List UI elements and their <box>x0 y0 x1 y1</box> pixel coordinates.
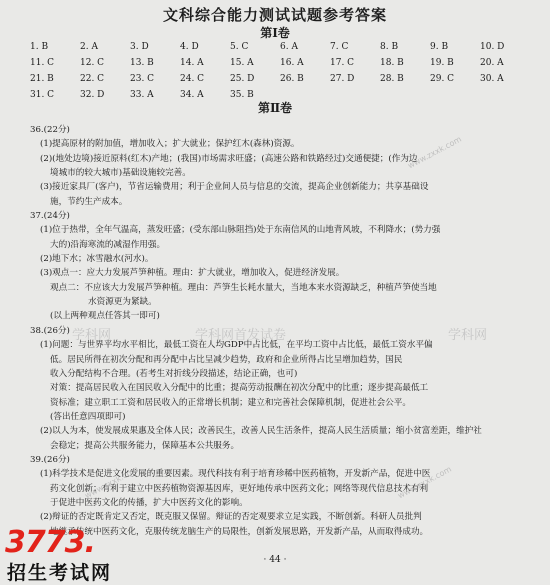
section-two-heading: 第Ⅱ卷 <box>257 101 293 115</box>
answer-line: (2)地下水；冰雪融水(河水)。 <box>40 254 154 265</box>
choice-answer: 30. A <box>480 74 504 84</box>
choice-answer: 17. C <box>330 58 355 68</box>
choice-answer: 21. B <box>30 74 54 84</box>
choice-answer: 3. D <box>130 42 149 52</box>
choice-answer: 12. C <box>80 58 105 68</box>
choice-answer: 26. B <box>280 74 304 84</box>
answer-line: 于促进中医药文化的传播，扩大中医药文化的影响。 <box>50 497 248 508</box>
choice-answer: 11. C <box>30 58 55 68</box>
choice-answer: 15. A <box>230 58 254 68</box>
choice-answer: 9. B <box>430 42 449 52</box>
choice-answer: 16. A <box>280 58 304 68</box>
choice-answer: 14. A <box>180 58 204 68</box>
choice-answer: 29. C <box>430 74 455 84</box>
choice-answer: 8. B <box>380 42 399 52</box>
page-number: · 44 · <box>263 555 287 565</box>
watermark-left-logo: 学科网 <box>72 328 112 343</box>
answer-line: (2)(地处边境)接近原料(红木)产地；(我国)市场需求旺盛；(高速公路和铁路经过)交通便捷；(作为边 <box>40 153 418 164</box>
watermark-url-left: www.zxxk.com <box>83 464 141 501</box>
watermark-url-right: www.zxxk.com <box>396 464 454 501</box>
choice-answer: 22. C <box>80 74 105 84</box>
choice-answer: 35. B <box>230 90 254 100</box>
answer-line: 药文化创新；有利于建立中医药植物资源基因库，更好地传承中医药文化；网络等现代信息技术有利 <box>50 483 429 494</box>
answer-line: (2)以人为本，使发展成果惠及全体人民；改善民生，改善人民生活条件，提高人民生活质量；缩小贫富差距，维护社 <box>40 426 482 437</box>
choice-answer: 28. B <box>380 74 404 84</box>
watermark-right-logo: 学科网 <box>448 328 488 343</box>
answer-line: 39.(26分) <box>30 454 70 465</box>
answer-line: (1)提高原材的附加值，增加收入；扩大就业；保护红木(森林)资源。 <box>40 139 300 150</box>
answer-line: (以上两种观点任答其一即可) <box>50 311 160 322</box>
answer-line: 境城市的较大城市)基础设施较完善。 <box>50 168 191 179</box>
logo-tagline: 招生考试网 <box>7 562 113 584</box>
answer-line: (3)观点一：应大力发展芦笋种植。理由：扩大就业，增加收入，促进经济发展。 <box>40 268 345 279</box>
answer-line: 36.(22分) <box>30 125 70 135</box>
answer-body <box>30 123 522 539</box>
watermark-url-top: www.zxxk.com <box>406 134 464 171</box>
answer-line: 38.(26分) <box>30 325 70 336</box>
choice-answer: 7. C <box>330 42 349 52</box>
choice-answer: 10. D <box>480 42 505 52</box>
answer-line: 37.(24分) <box>30 211 70 222</box>
choice-answer: 25. D <box>230 74 255 84</box>
site-logo <box>3 525 153 583</box>
choice-answer: 27. D <box>330 74 355 84</box>
logo-number: 3773. <box>5 525 95 560</box>
choice-answer: 33. A <box>130 90 154 100</box>
answer-line: (1)位于热带，全年气温高，蒸发旺盛；(受东部山脉阻挡)处于东南信风的山地背风坡，不利降水；(势力强 <box>40 225 441 236</box>
answer-line: (答出任意四项即可) <box>50 411 126 422</box>
answer-line: (2)辩证的否定既肯定又否定，既克服又保留。辩证的否定观要求立足实践，不断创新。科研人员批判 <box>40 512 422 523</box>
answer-line: (3)接近家具厂(客户)，节省运输费用；利于企业间人员与信息的交流，提高企业创新能力；共享基础设 <box>40 182 429 193</box>
choice-answer: 2. A <box>80 42 98 52</box>
page-title: 文科综合能力测试试题参考答案 <box>162 6 387 24</box>
choice-answer: 24. C <box>180 74 205 84</box>
choice-answer: 32. D <box>80 90 105 100</box>
answer-line: (1)科学技术是促进文化发展的重要因素。现代科技有利于培育珍稀中医药植物，开发新产品，促进中医 <box>40 469 431 480</box>
answer-line: 观点二：不应该大力发展芦笋种植。理由：芦笋生长耗水量大，当地本来水资源缺乏，种植芦笋使当地 <box>50 282 437 293</box>
choice-answer: 5. C <box>230 42 249 52</box>
choice-answer-grid <box>30 42 530 100</box>
choice-answer: 20. A <box>480 58 504 68</box>
answer-line: (1)问题：与世界平均水平相比，最低工资在人均GDP中占比低，在平均工资中占比低，最低工资水平偏 <box>40 340 433 351</box>
answer-line: 低。居民所得在初次分配和再分配中占比呈减少趋势，政府和企业所得占比呈增加趋势，国民 <box>50 354 403 365</box>
watermark-center: 学科网首发试卷 <box>195 328 287 343</box>
choice-answer: 19. B <box>430 58 454 68</box>
choice-answer: 4. D <box>180 42 199 52</box>
answer-line: 大的)沿海寒流的减湿作用强。 <box>50 239 166 250</box>
answer-line: 资标准；建立职工工资和居民收入的正常增长机制；建立和完善社会保障机制，促进社会公平。 <box>50 397 411 408</box>
answer-line: 水资源更为紧缺。 <box>88 297 157 308</box>
choice-answer: 1. B <box>30 42 49 52</box>
choice-answer: 6. A <box>280 42 298 52</box>
choice-answer: 13. B <box>130 58 154 68</box>
answer-line: 会稳定；提高公共服务能力，保障基本公共服务。 <box>50 440 240 451</box>
answer-line: 地继承传统中医药文化，克服传统龙脑生产的局限性，创新发展思路，开发新产品，从而取得成功。 <box>50 526 429 537</box>
answer-line: 收入分配结构不合理。(若考生对折线分段描述，结论正确，也可) <box>50 368 298 379</box>
choice-answer: 18. B <box>380 58 404 68</box>
choice-answer: 31. C <box>30 90 55 100</box>
choice-answer: 23. C <box>130 74 155 84</box>
answer-line: 对策：提高居民收入在国民收入分配中的比重；提高劳动报酬在初次分配中的比重；逐步提高最低工 <box>50 383 429 394</box>
answer-line: 施，节约生产成本。 <box>50 196 128 207</box>
choice-answer: 34. A <box>180 90 204 100</box>
section-one-heading: 第Ⅰ卷 <box>260 26 290 40</box>
